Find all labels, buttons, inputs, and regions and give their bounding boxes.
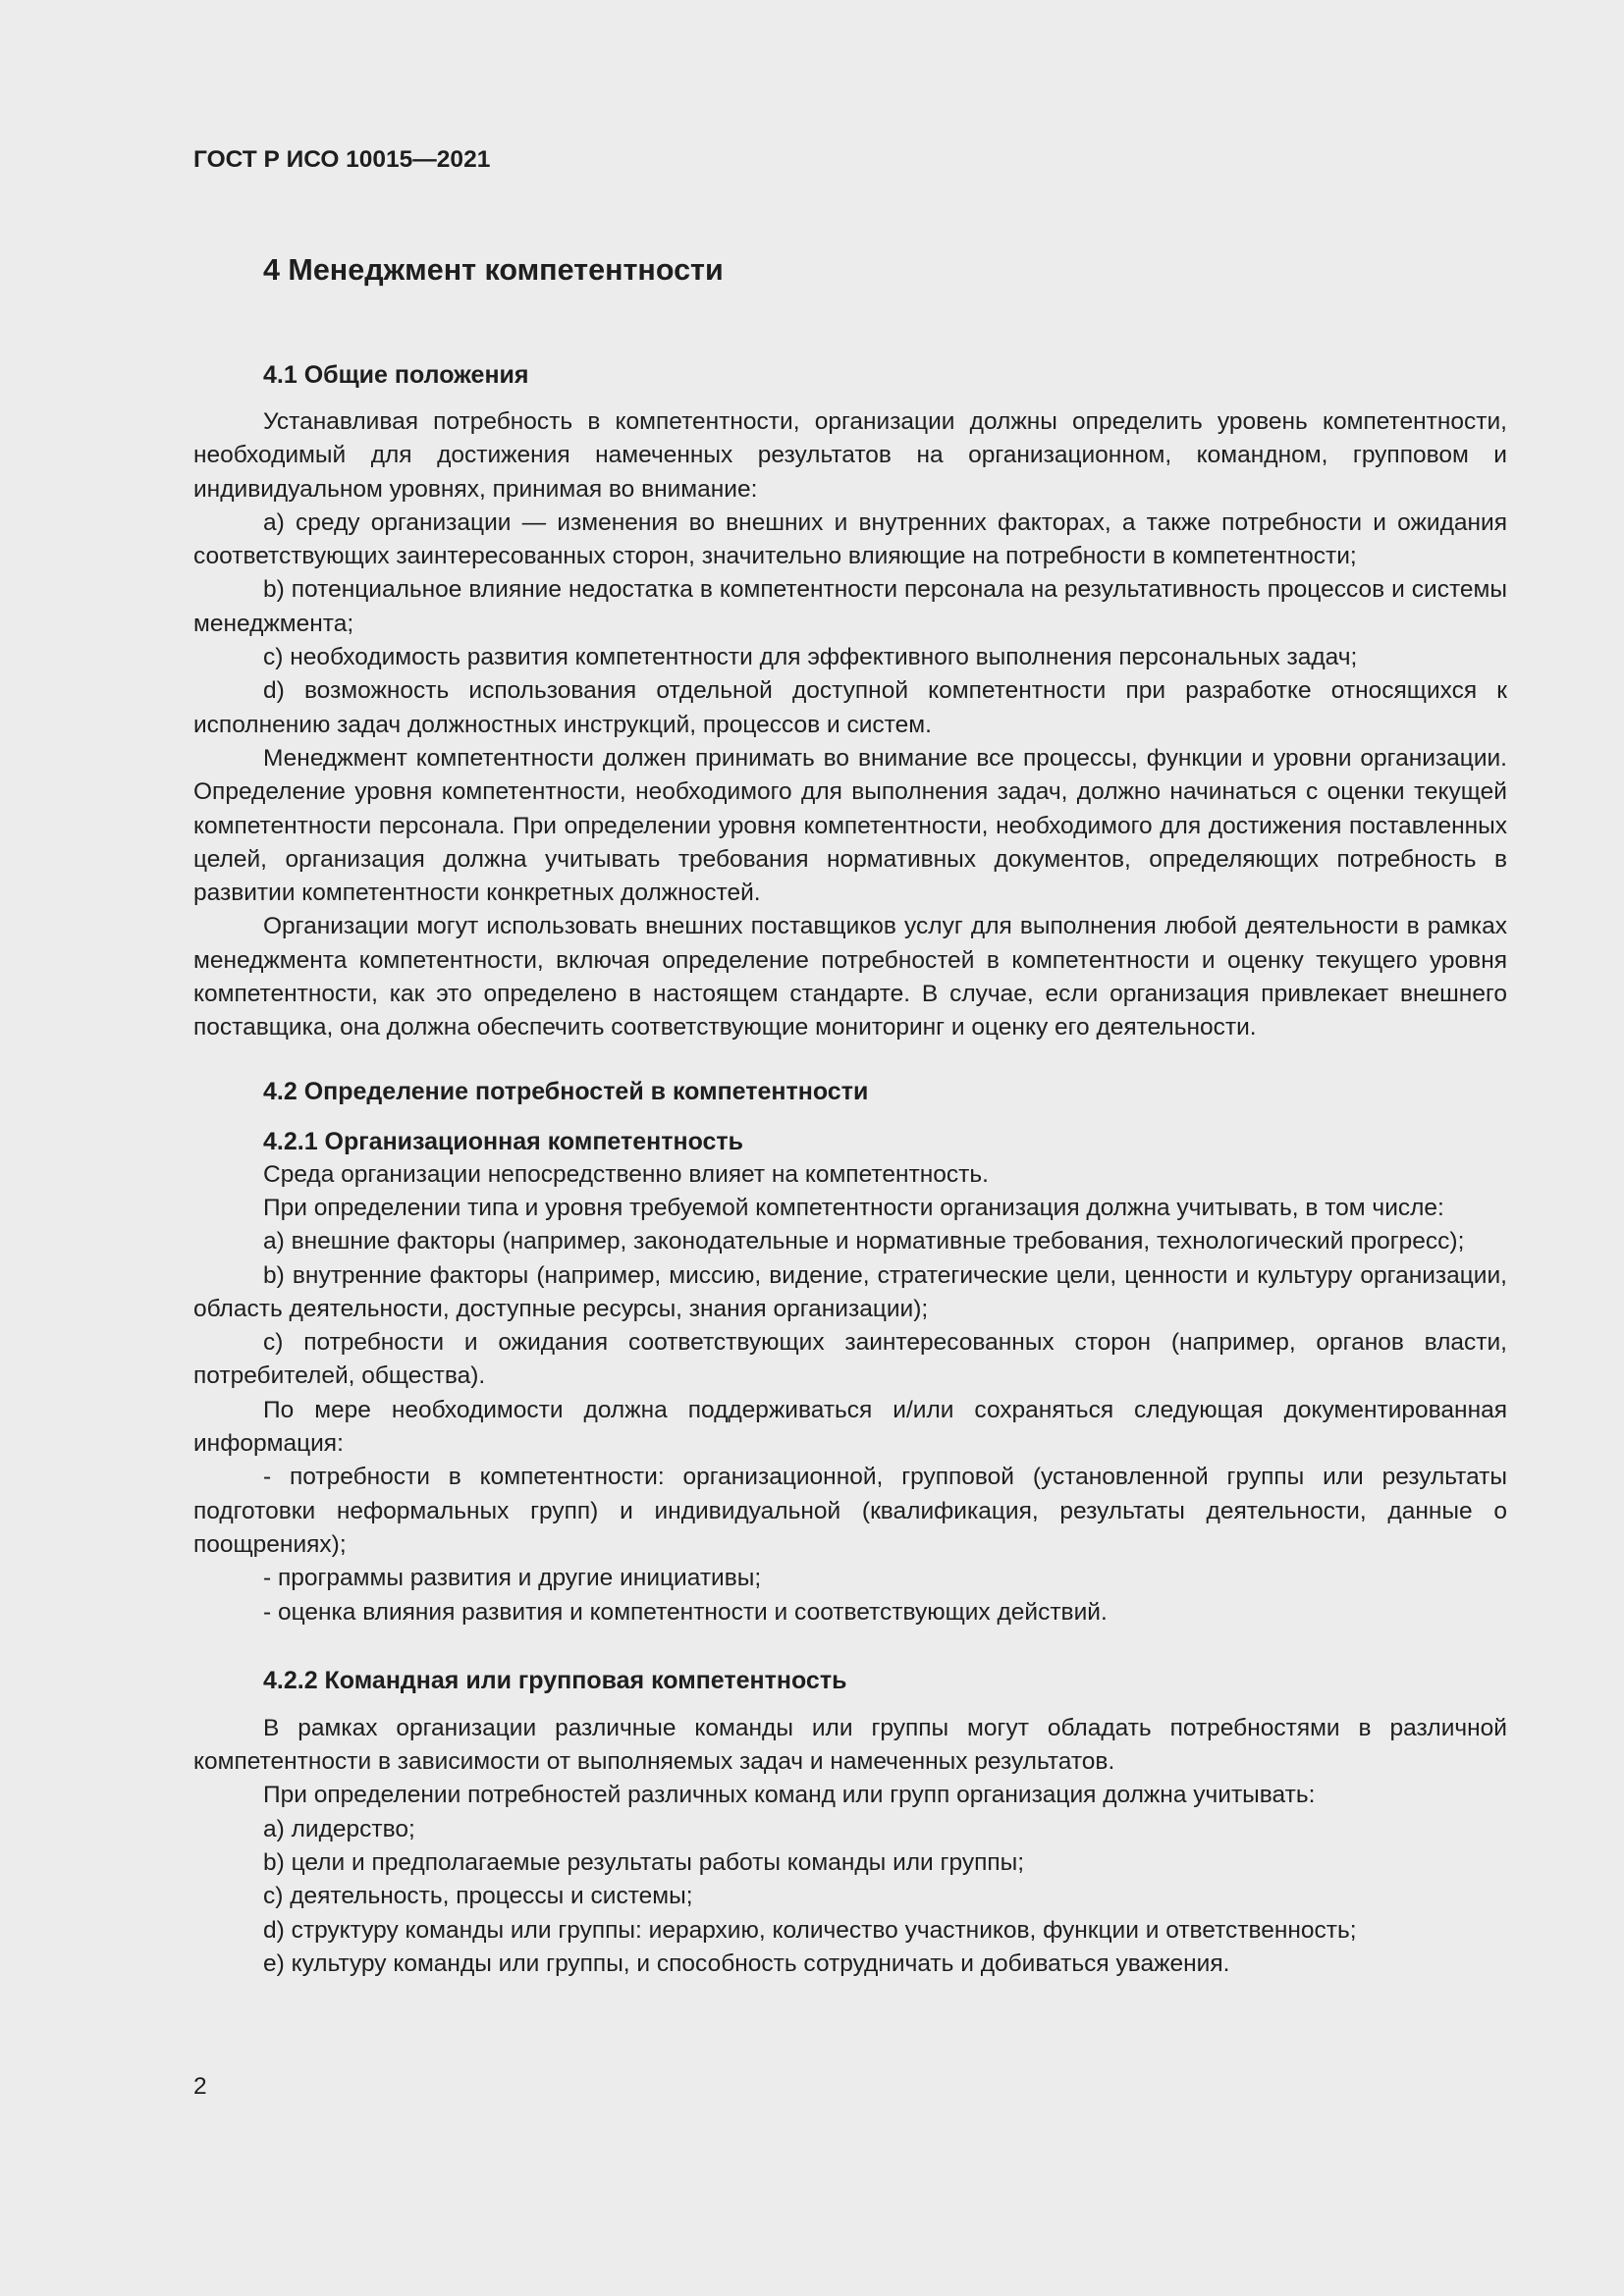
list-item: c) деятельность, процессы и системы; <box>263 1883 693 1910</box>
list-item: a) лидерство; <box>263 1815 415 1842</box>
list-item: d) возможность использования отдельной доступной компетентности при разработке относящихся к исполнению задач должностных инструкций, процессов и систем. <box>193 677 1507 738</box>
list-item: d) структуру команды или группы: иерархию, количество участников, функции и ответственность; <box>263 1916 1357 1944</box>
paragraph: Среда организации непосредственно влияет на компетентность. <box>263 1160 989 1188</box>
paragraph: При определении потребностей различных команд или групп организация должна учитывать: <box>263 1782 1316 1809</box>
paragraph: В рамках организации различные команды или группы могут обладать потребностями в различной компетентности в зависимости от выполняемых задач и намеченных результатов. <box>193 1714 1507 1776</box>
list-item: - потребности в компетентности: организационной, групповой (установленной группы или результаты подготовки неформальных групп) и индивидуальной (квалификация, результаты деятельности, данные о поощрениях); <box>193 1464 1507 1558</box>
section-title: 4 Менеджмент компетентности <box>263 253 724 287</box>
list-item: - программы развития и другие инициативы; <box>263 1565 762 1592</box>
page-content <box>193 145 1507 1981</box>
subsection-4-1-title: 4.1 Общие положения <box>263 361 529 389</box>
page-number: 2 <box>193 2073 207 2100</box>
paragraph: Устанавливая потребность в компетентности, организации должны определить уровень компетентности, необходимый для достижения намеченных результатов на организационном, командном, групповом и индивидуальном уровнях, принимая во внимание: <box>193 408 1507 503</box>
subsection-4-2-1-body <box>193 1158 1507 1629</box>
running-title: ГОСТ Р ИСО 10015—2021 <box>193 146 491 173</box>
paragraph: При определении типа и уровня требуемой компетентности организация должна учитывать, в том числе: <box>263 1194 1444 1221</box>
list-item: - оценка влияния развития и компетентности и соответствующих действий. <box>263 1598 1108 1626</box>
paragraph: По мере необходимости должна поддерживаться и/или сохраняться следующая документированная информация: <box>193 1396 1507 1458</box>
paragraph: Организации могут использовать внешних поставщиков услуг для выполнения любой деятельности в рамках менеджмента компетентности, включая определение потребностей в компетентности и оценку текущего уровня компетентности, как это определено в настоящем стандарте. В случае, если организация привлекает внешнего поставщика, она должна обеспечить соответствующие мониторинг и оценку его деятельности. <box>193 913 1507 1041</box>
list-item: b) потенциальное влияние недостатка в компетентности персонала на результативность процессов и системы менеджмента; <box>193 576 1507 637</box>
subsection-4-2-title: 4.2 Определение потребностей в компетентности <box>263 1077 869 1105</box>
subsection-4-2-1-title: 4.2.1 Организационная компетентность <box>263 1127 744 1155</box>
list-item: c) необходимость развития компетентности для эффективного выполнения персональных задач; <box>263 644 1358 671</box>
paragraph: Менеджмент компетентности должен принимать во внимание все процессы, функции и уровни организации. Определение уровня компетентности, необходимого для выполнения задач, должно начинаться с оценки текущей компетентности персонала. При определении уровня компетентности, необходимого для достижения поставленных целей, организация должна учитывать требования нормативных документов, определяющих потребность в развитии компетентности конкретных должностей. <box>193 744 1507 907</box>
subsection-4-1-body <box>193 405 1507 1045</box>
list-item: a) внешние факторы (например, законодательные и нормативные требования, технологический прогресс); <box>263 1228 1465 1255</box>
list-item: c) потребности и ожидания соответствующих заинтересованных сторон (например, органов власти, потребителей, общества). <box>193 1329 1507 1390</box>
list-item: b) внутренние факторы (например, миссию, видение, стратегические цели, ценности и культуру организации, область деятельности, доступные ресурсы, знания организации); <box>193 1261 1507 1322</box>
subsection-4-2-2-body <box>193 1712 1507 1981</box>
list-item: b) цели и предполагаемые результаты работы команды или группы; <box>263 1848 1025 1876</box>
subsection-4-2-2-title: 4.2.2 Командная или групповая компетентность <box>263 1666 847 1694</box>
list-item: e) культуру команды или группы, и способность сотрудничать и добиваться уважения. <box>263 1949 1230 1977</box>
list-item: a) среду организации — изменения во внешних и внутренних факторах, а также потребности и ожидания соответствующих заинтересованных сторон, значительно влияющие на потребности в компетентности; <box>193 508 1507 570</box>
